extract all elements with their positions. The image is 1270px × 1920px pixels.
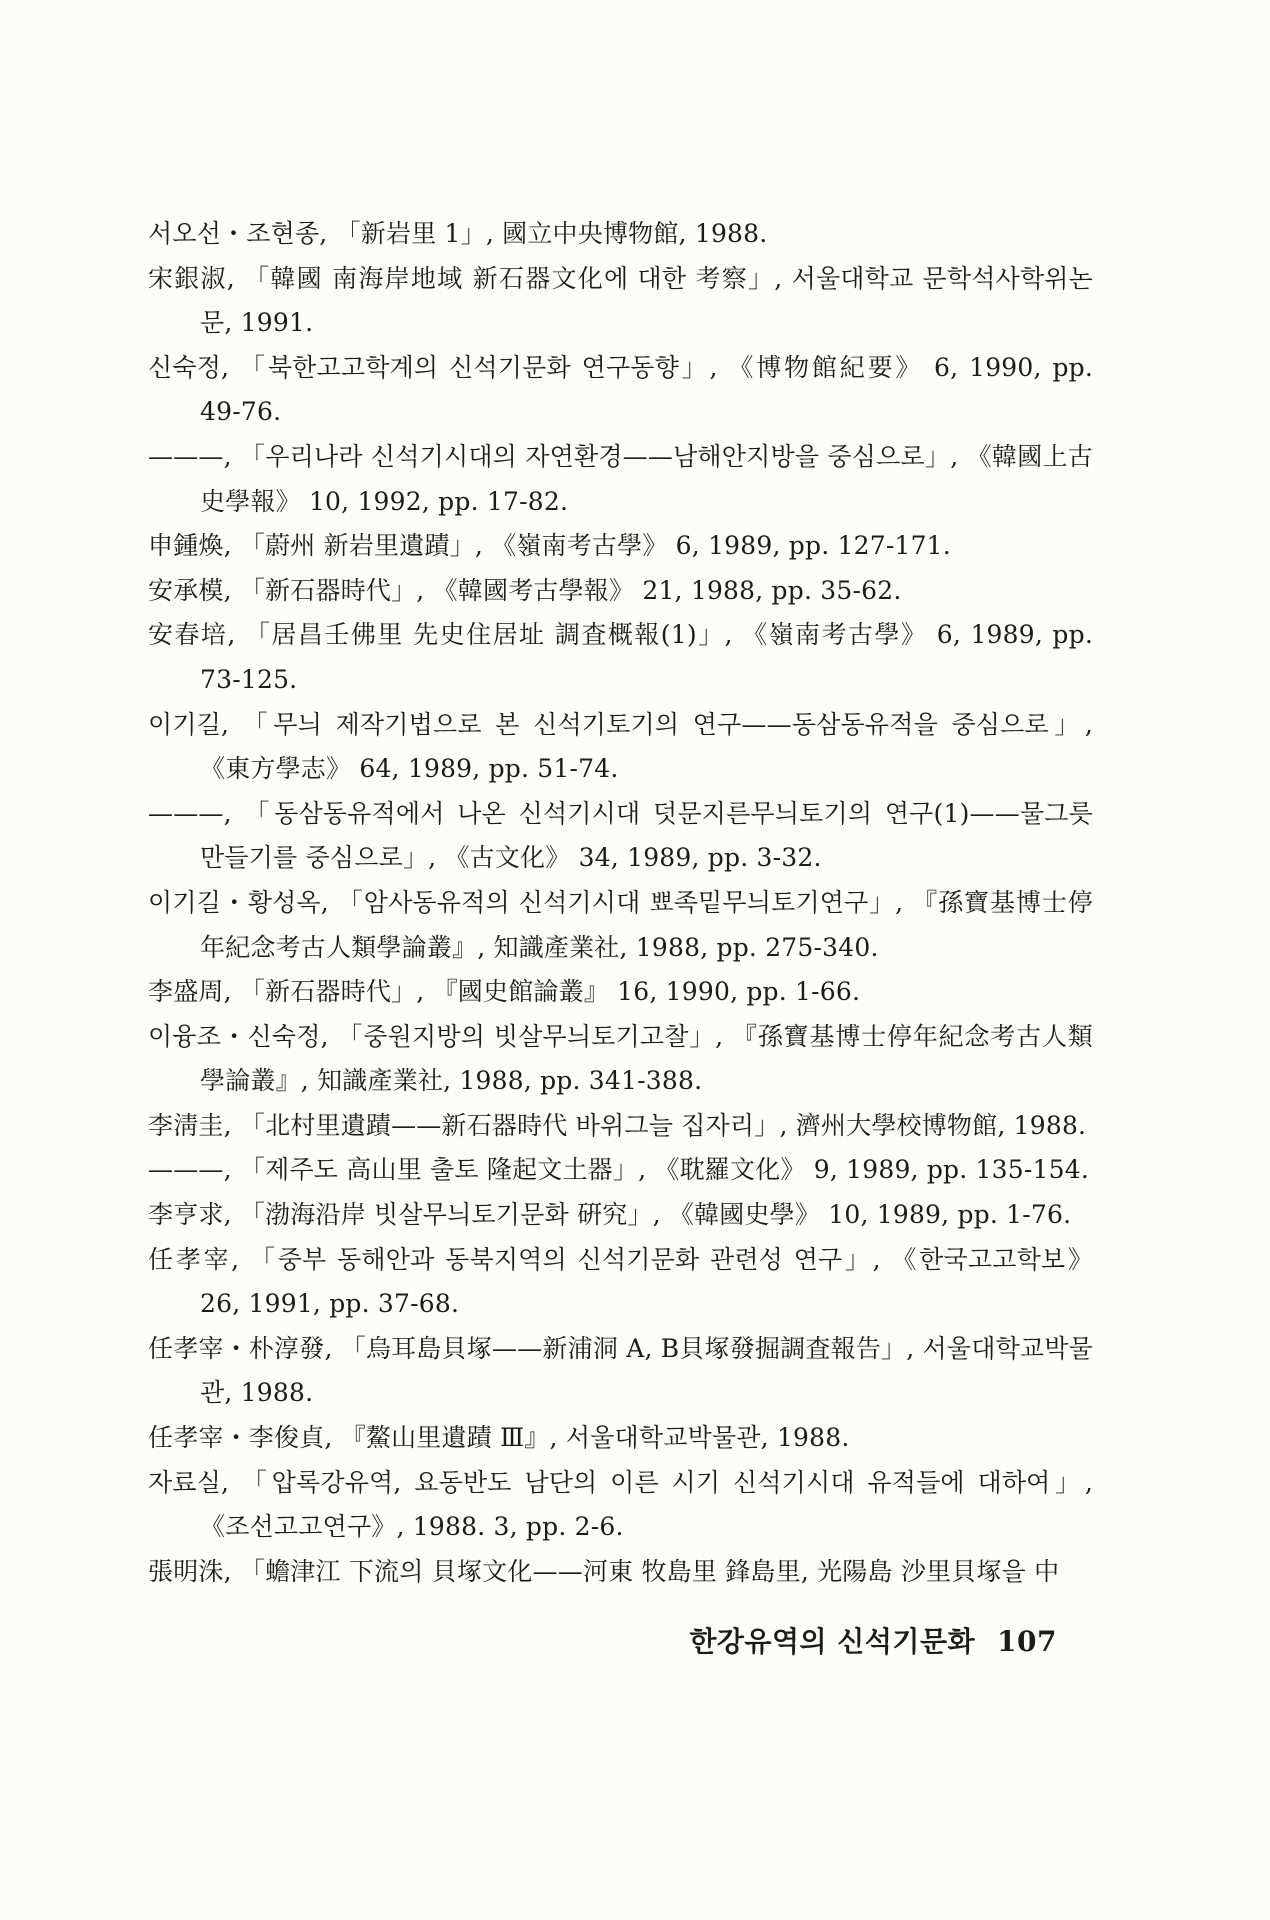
bibliography-entry: 安承模, 「新石器時代」, 《韓國考古學報》 21, 1988, pp. 35-62. (148, 575, 902, 605)
bibliography-entry: 서오선・조현종, 「新岩里 1」, 國立中央博物館, 1988. (148, 219, 768, 248)
bibliography-entry: 이기길, 「무늬 제작기법으로 본 신석기토기의 연구——동삼동유적을 중심으로」, 《東方學志》 64, 1989, pp. 51-74. (148, 709, 1093, 784)
bibliography-entry: 李淸圭, 「北村里遺蹟——新石器時代 바위그늘 집자리」, 濟州大學校博物館, 1988. (148, 1110, 1087, 1140)
bibliography-entry: 宋銀淑, 「韓國 南海岸地域 新石器文化에 대한 考察」, 서울대학교 문학석사학위논문, 1991. (148, 263, 1093, 338)
bibliography-entry: 安春培, 「居昌壬佛里 先史住居址 調査概報(1)」, 《嶺南考古學》 6, 1989, pp. 73-125. (148, 620, 1093, 694)
bibliography-entry: ———, 「제주도 高山里 출토 隆起文土器」, 《耽羅文化》 9, 1989, pp. 135-154. (148, 1155, 1089, 1185)
bibliography-entry: 李盛周, 「新石器時代」, 『國史館論叢』 16, 1990, pp. 1-66. (148, 977, 861, 1007)
bibliography-list (148, 212, 1093, 1594)
bibliography-entry: 任孝宰・李俊貞, 『鰲山里遺蹟 Ⅲ』, 서울대학교박물관, 1988. (148, 1423, 850, 1453)
bibliography-entry: ———, 「우리나라 신석기시대의 자연환경——남해안지방을 중심으로」, 《韓國上古史學報》 10, 1992, pp. 17-82. (148, 441, 1093, 516)
bibliography-entry: 申鍾煥, 「蔚州 新岩里遺蹟」, 《嶺南考古學》 6, 1989, pp. 127-171. (148, 531, 951, 561)
bibliography-entry: 이융조・신숙정, 「중원지방의 빗살무늬토기고찰」, 『孫寶基博士停年紀念考古人類學論叢』, 知識產業社, 1988, pp. 341-388. (148, 1021, 1093, 1096)
page-footer (667, 1620, 1057, 1660)
bibliography-entry: 자료실, 「압록강유역, 요동반도 남단의 이른 시기 신석기시대 유적들에 대하여」, 《조선고고연구》, 1988. 3, pp. 2-6. (148, 1467, 1093, 1542)
bibliography-entry: 이기길・황성옥, 「암사동유적의 신석기시대 뾰족밑무늬토기연구」, 『孫寶基博士停年紀念考古人類學論叢』, 知識產業社, 1988, pp. 275-340. (148, 887, 1093, 962)
bibliography-entry: 任孝宰, 「중부 동해안과 동북지역의 신석기문화 관련성 연구」, 《한국고고학보》 26, 1991, pp. 37-68. (148, 1244, 1093, 1319)
bibliography-entry: 李亨求, 「渤海沿岸 빗살무늬토기문화 硏究」, 《韓國史學》 10, 1989, pp. 1-76. (148, 1200, 1072, 1230)
bibliography-entry: 신숙정, 「북한고고학계의 신석기문화 연구동향」, 《博物館紀要》 6, 1990, pp. 49-76. (148, 352, 1093, 427)
bibliography-entry: 張明洙, 「蟾津江 下流의 貝塚文化——河東 牧島里 鋒島里, 光陽島 沙里貝塚을 中 (148, 1556, 1060, 1586)
running-title: 한강유역의 신석기문화 (689, 1625, 976, 1658)
page-number: 107 (997, 1625, 1057, 1658)
bibliography-entry: ———, 「동삼동유적에서 나온 신석기시대 덧문지른무늬토기의 연구(1)——물그릇 만들기를 중심으로」, 《古文化》 34, 1989, pp. 3-32. (148, 798, 1093, 873)
bibliography-entry: 任孝宰・朴淳發, 「烏耳島貝塚——新浦洞 A, B貝塚發掘調査報告」, 서울대학교박물관, 1988. (148, 1333, 1093, 1408)
